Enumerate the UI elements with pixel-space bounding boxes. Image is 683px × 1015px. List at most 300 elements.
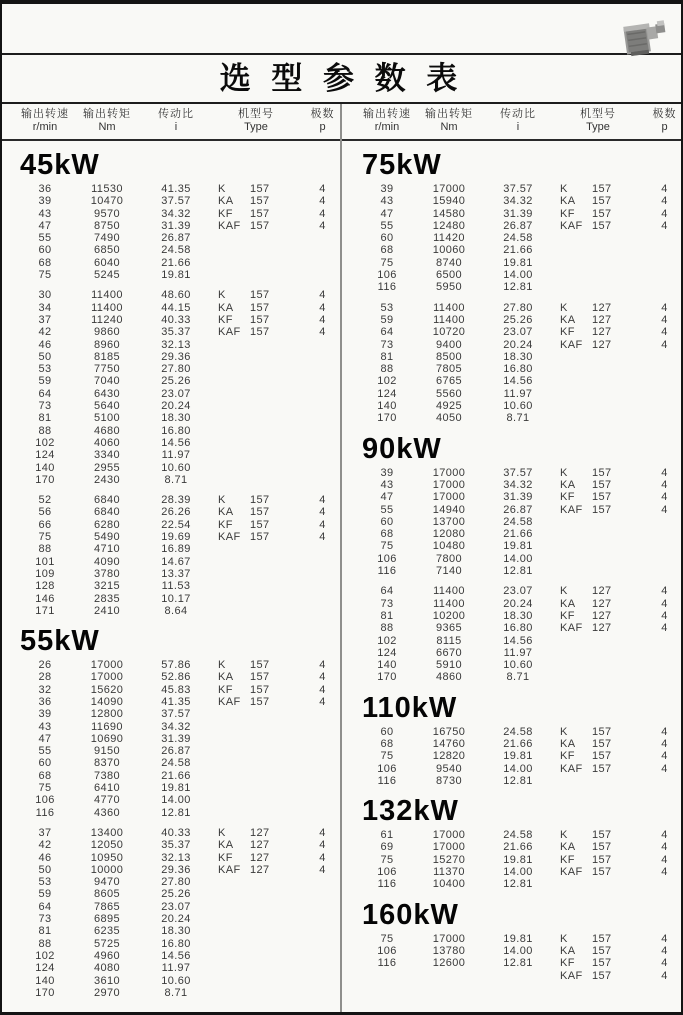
torque-cell: 16750 — [432, 725, 466, 738]
table-row — [358, 622, 679, 634]
type-code-cell — [212, 794, 248, 806]
table-row — [16, 208, 340, 220]
poles-cell — [300, 269, 345, 281]
type-code-cell: KF — [560, 853, 575, 866]
speed-cell: 64 — [380, 585, 394, 598]
poles-cell: 4 — [319, 683, 326, 696]
poles-cell: 4 — [661, 195, 668, 208]
type-code-cell — [212, 605, 248, 617]
ratio-cell: 34.32 — [161, 720, 191, 733]
table-row — [16, 925, 340, 937]
data-block — [358, 183, 679, 294]
speed-cell: 60 — [38, 757, 52, 770]
section-heading-132kW: 132kW — [362, 795, 459, 828]
speed-cell: 75 — [38, 531, 52, 544]
type-size-cell — [590, 516, 642, 528]
torque-cell: 11400 — [433, 313, 465, 326]
table-row — [16, 257, 340, 269]
type-code-cell — [212, 770, 248, 782]
torque-cell: 9470 — [93, 876, 121, 889]
data-block — [358, 829, 679, 890]
type-code-cell: K — [218, 289, 226, 302]
table-row — [358, 738, 679, 750]
speed-cell: 53 — [380, 301, 394, 314]
type-code-cell: KF — [560, 750, 575, 763]
torque-cell: 11400 — [91, 301, 123, 314]
table-row — [16, 839, 340, 851]
torque-cell: 2955 — [93, 461, 121, 474]
poles-cell: 4 — [661, 932, 668, 945]
poles-cell — [300, 807, 345, 819]
ratio-cell: 10.60 — [503, 659, 533, 672]
torque-cell: 5490 — [93, 531, 121, 544]
ratio-cell: 37.57 — [161, 708, 191, 721]
poles-cell: 4 — [661, 841, 668, 854]
poles-cell — [300, 449, 345, 461]
speed-cell: 37 — [38, 826, 52, 839]
torque-cell: 7805 — [435, 363, 463, 376]
speed-cell: 73 — [38, 400, 52, 413]
ratio-cell: 14.00 — [503, 944, 533, 957]
torque-cell: 14940 — [432, 503, 466, 516]
speed-cell: 53 — [38, 876, 52, 889]
torque-cell: 4770 — [93, 794, 121, 807]
torque-cell: 14090 — [90, 695, 124, 708]
type-code-cell: KF — [218, 851, 233, 864]
poles-cell: 4 — [661, 301, 668, 314]
torque-cell: 15270 — [432, 853, 466, 866]
torque-cell: 3610 — [93, 974, 121, 987]
table-row — [16, 326, 340, 338]
type-size-cell: 127 — [592, 609, 612, 622]
col-unit-speed: r/min — [32, 121, 58, 133]
ratio-cell: 44.15 — [161, 301, 191, 314]
poles-cell — [642, 516, 683, 528]
table-row — [16, 770, 340, 782]
col-unit-ratio: i — [174, 121, 178, 133]
type-code-cell — [212, 388, 248, 400]
data-block — [358, 467, 679, 578]
col-unit-torque: Nm — [440, 121, 458, 133]
type-size-cell — [248, 351, 300, 363]
table-row — [16, 827, 340, 839]
type-size-cell — [590, 281, 642, 293]
type-size-cell: 157 — [592, 737, 612, 750]
speed-cell: 69 — [380, 841, 394, 854]
speed-cell: 106 — [35, 794, 55, 807]
table-row — [16, 708, 340, 720]
type-code-cell: KAF — [560, 338, 583, 351]
col-header-torque: 输出转矩 — [425, 108, 473, 120]
type-code-cell — [212, 757, 248, 769]
table-row — [16, 412, 340, 424]
type-code-cell — [212, 351, 248, 363]
type-code-cell — [212, 807, 248, 819]
poles-cell: 4 — [661, 491, 668, 504]
speed-cell: 75 — [38, 782, 52, 795]
speed-cell: 60 — [380, 232, 394, 245]
ratio-cell: 12.81 — [503, 565, 533, 578]
poles-cell — [300, 232, 345, 244]
speed-cell: 68 — [380, 244, 394, 257]
table-row — [16, 531, 340, 543]
type-size-cell — [248, 733, 300, 745]
type-size-cell: 127 — [592, 301, 612, 314]
torque-cell: 6850 — [93, 244, 121, 257]
table-row — [16, 580, 340, 592]
type-code-cell — [212, 543, 248, 555]
type-code-cell — [212, 449, 248, 461]
ratio-cell: 10.60 — [161, 974, 191, 987]
type-size-cell: 157 — [250, 326, 270, 339]
torque-cell: 6235 — [93, 925, 121, 938]
ratio-cell: 32.13 — [161, 338, 191, 351]
type-size-cell: 157 — [250, 183, 270, 195]
ratio-cell: 11.97 — [161, 962, 191, 975]
type-code-cell — [212, 925, 248, 937]
table-row — [16, 339, 340, 351]
type-code-cell — [212, 363, 248, 375]
type-size-cell — [248, 745, 300, 757]
col-unit-poles: p — [319, 121, 326, 133]
table-row — [358, 553, 679, 565]
ratio-cell: 23.07 — [161, 900, 191, 913]
poles-cell: 4 — [661, 829, 668, 842]
poles-cell — [642, 257, 683, 269]
type-code-cell: KF — [560, 491, 575, 504]
table-row — [358, 750, 679, 762]
type-size-cell — [248, 770, 300, 782]
table-row — [16, 852, 340, 864]
ratio-cell: 14.00 — [503, 552, 533, 565]
table-row — [358, 945, 679, 957]
table-row — [358, 400, 679, 412]
speed-cell: 140 — [377, 400, 397, 413]
torque-cell: 17000 — [432, 829, 466, 842]
poles-cell — [300, 388, 345, 400]
ratio-cell: 12.81 — [503, 878, 533, 891]
speed-cell: 53 — [38, 363, 52, 376]
poles-cell — [300, 568, 345, 580]
speed-cell: 109 — [35, 567, 55, 580]
speed-cell: 88 — [38, 937, 52, 950]
ratio-cell: 35.37 — [161, 326, 191, 339]
type-code-cell: KAF — [218, 219, 241, 232]
torque-cell: 11400 — [433, 597, 465, 610]
torque-cell: 2835 — [93, 592, 121, 605]
poles-cell: 4 — [319, 671, 326, 684]
type-code-cell — [212, 437, 248, 449]
ratio-cell: 18.30 — [503, 350, 533, 363]
torque-cell: 14580 — [432, 207, 466, 220]
gearmotor-photo — [619, 14, 671, 62]
torque-cell: 9540 — [435, 762, 463, 775]
poles-cell — [300, 708, 345, 720]
poles-cell: 4 — [319, 313, 326, 326]
ratio-cell: 31.39 — [503, 491, 533, 504]
torque-cell: 10950 — [90, 851, 124, 864]
type-code-cell: K — [560, 466, 568, 479]
speed-cell: 88 — [38, 424, 52, 437]
type-size-cell: 127 — [250, 851, 270, 864]
type-size-cell — [248, 375, 300, 387]
speed-cell: 47 — [380, 491, 394, 504]
type-size-cell — [590, 257, 642, 269]
type-size-cell: 157 — [592, 762, 612, 775]
table-row — [16, 876, 340, 888]
type-size-cell — [248, 412, 300, 424]
type-size-cell — [248, 708, 300, 720]
speed-cell: 59 — [380, 313, 394, 326]
ratio-cell: 13.37 — [161, 567, 191, 580]
torque-cell: 2430 — [93, 473, 121, 486]
type-size-cell: 157 — [250, 506, 270, 519]
table-row — [358, 528, 679, 540]
type-size-cell: 157 — [250, 671, 270, 684]
section-heading-45kW: 45kW — [20, 149, 100, 181]
table-row — [16, 794, 340, 806]
torque-cell: 4925 — [435, 400, 463, 413]
torque-cell: 3780 — [93, 567, 121, 580]
table-row — [16, 289, 340, 301]
type-code-cell: KF — [218, 313, 233, 326]
type-size-cell — [590, 659, 642, 671]
poles-cell: 4 — [661, 219, 668, 232]
table-row — [16, 519, 340, 531]
ratio-cell: 27.80 — [503, 301, 533, 314]
torque-cell: 6410 — [93, 782, 121, 795]
gearmotor-photo-image — [619, 14, 671, 62]
section-heading-160kW: 160kW — [362, 898, 459, 931]
ratio-cell: 27.80 — [161, 876, 191, 889]
speed-cell: 102 — [377, 634, 397, 647]
table-row — [16, 474, 340, 486]
type-code-cell — [554, 659, 590, 671]
type-code-cell: K — [218, 826, 226, 839]
type-code-cell — [212, 400, 248, 412]
ratio-cell: 16.80 — [161, 937, 191, 950]
table-row — [358, 841, 679, 853]
ratio-cell: 14.00 — [503, 762, 533, 775]
ratio-cell: 11.97 — [503, 646, 533, 659]
type-size-cell — [248, 807, 300, 819]
type-size-cell: 157 — [592, 466, 612, 479]
torque-cell: 11400 — [433, 301, 465, 314]
ratio-cell: 18.30 — [503, 609, 533, 622]
table-row — [16, 363, 340, 375]
table-row — [358, 829, 679, 841]
poles-cell: 4 — [661, 478, 668, 491]
ratio-cell: 23.07 — [503, 585, 533, 598]
type-code-cell: KF — [560, 207, 575, 220]
type-size-cell: 157 — [250, 301, 270, 314]
ratio-cell: 18.30 — [161, 925, 191, 938]
speed-cell: 68 — [380, 528, 394, 541]
type-size-cell — [590, 565, 642, 577]
table-row — [16, 659, 340, 671]
poles-cell — [300, 556, 345, 568]
speed-cell: 36 — [38, 183, 52, 195]
type-code-cell — [212, 745, 248, 757]
torque-cell: 14760 — [432, 737, 466, 750]
type-code-cell — [212, 462, 248, 474]
poles-cell: 4 — [319, 826, 326, 839]
ratio-cell: 20.24 — [161, 400, 191, 413]
speed-cell: 64 — [380, 326, 394, 339]
table-row — [16, 302, 340, 314]
poles-cell — [642, 375, 683, 387]
ratio-cell: 16.80 — [503, 363, 533, 376]
poles-cell: 4 — [319, 518, 326, 531]
col-header-poles: 极数 — [652, 108, 677, 120]
torque-cell: 9150 — [93, 745, 121, 758]
speed-cell: 68 — [38, 256, 52, 269]
ratio-cell: 21.66 — [161, 769, 191, 782]
ratio-cell: 41.35 — [161, 695, 191, 708]
type-size-cell — [248, 721, 300, 733]
torque-cell: 7800 — [435, 552, 463, 565]
poles-cell — [300, 543, 345, 555]
type-size-cell — [590, 351, 642, 363]
ratio-cell: 25.26 — [503, 313, 533, 326]
table-row — [16, 684, 340, 696]
type-size-cell: 127 — [592, 326, 612, 339]
table-row — [16, 888, 340, 900]
torque-cell: 7750 — [93, 363, 121, 376]
type-code-cell — [554, 553, 590, 565]
type-size-cell — [248, 232, 300, 244]
table-row — [16, 314, 340, 326]
type-code-cell — [212, 913, 248, 925]
speed-cell: 106 — [377, 269, 397, 282]
speed-cell: 50 — [38, 863, 52, 876]
speed-cell: 43 — [380, 478, 394, 491]
type-code-cell: KAF — [560, 503, 583, 516]
poles-cell — [300, 888, 345, 900]
poles-cell: 4 — [319, 219, 326, 232]
speed-cell: 55 — [38, 232, 52, 245]
speed-cell: 140 — [35, 974, 55, 987]
poles-cell — [300, 400, 345, 412]
poles-cell — [642, 244, 683, 256]
poles-cell — [642, 775, 683, 787]
table-row — [16, 543, 340, 555]
speed-cell: 81 — [38, 412, 52, 425]
poles-cell: 4 — [319, 289, 326, 302]
ratio-cell: 26.87 — [503, 503, 533, 516]
torque-cell: 4080 — [93, 962, 121, 975]
type-size-cell — [248, 556, 300, 568]
type-size-cell — [590, 244, 642, 256]
torque-cell: 7140 — [435, 565, 463, 578]
torque-cell: 10400 — [432, 878, 466, 891]
table-row — [16, 962, 340, 974]
ratio-cell: 29.36 — [161, 350, 191, 363]
table-row — [16, 745, 340, 757]
torque-cell: 6040 — [93, 256, 121, 269]
speed-cell: 75 — [380, 256, 394, 269]
speed-cell: 124 — [35, 962, 55, 975]
type-size-cell: 127 — [592, 585, 612, 598]
type-code-cell: KA — [560, 841, 576, 854]
torque-cell: 8370 — [93, 757, 121, 770]
type-code-cell — [212, 474, 248, 486]
ratio-cell: 14.56 — [503, 375, 533, 388]
table-row — [16, 864, 340, 876]
type-size-cell — [248, 269, 300, 281]
speed-cell: 170 — [35, 473, 55, 486]
poles-cell — [300, 375, 345, 387]
type-code-cell: KF — [560, 326, 575, 339]
type-code-cell: KF — [560, 609, 575, 622]
speed-cell: 75 — [380, 750, 394, 763]
torque-cell: 4960 — [93, 949, 121, 962]
ratio-cell: 19.81 — [503, 853, 533, 866]
torque-cell: 11240 — [91, 313, 123, 326]
torque-cell: 10480 — [432, 540, 466, 553]
type-size-cell — [590, 400, 642, 412]
speed-cell: 116 — [377, 281, 397, 294]
torque-cell: 10690 — [90, 732, 124, 745]
speed-cell: 34 — [38, 301, 52, 314]
speed-cell: 128 — [35, 580, 55, 593]
table-row — [358, 878, 679, 890]
section-heading-75kW: 75kW — [362, 149, 442, 181]
speed-cell: 88 — [38, 543, 52, 556]
type-code-cell: KAF — [560, 622, 583, 635]
torque-cell: 8605 — [93, 888, 121, 901]
torque-cell: 6840 — [93, 494, 121, 507]
type-size-cell: 157 — [592, 969, 612, 982]
torque-cell: 8500 — [435, 350, 463, 363]
torque-cell: 2410 — [93, 604, 121, 617]
ratio-cell: 29.36 — [161, 863, 191, 876]
table-row — [16, 593, 340, 605]
ratio-cell: 12.81 — [503, 774, 533, 787]
speed-cell: 102 — [35, 436, 55, 449]
speed-cell: 68 — [38, 769, 52, 782]
speed-cell: 116 — [377, 774, 397, 787]
ratio-cell: 37.57 — [503, 183, 533, 195]
speed-cell: 101 — [35, 555, 55, 568]
speed-cell: 73 — [380, 338, 394, 351]
data-block — [16, 494, 340, 617]
ratio-cell: 34.32 — [503, 195, 533, 208]
ratio-cell: 16.89 — [161, 543, 191, 556]
poles-cell: 4 — [661, 466, 668, 479]
torque-cell: 3340 — [93, 449, 121, 462]
ratio-cell: 25.26 — [161, 888, 191, 901]
type-code-cell: KA — [560, 737, 576, 750]
ratio-cell: 31.39 — [161, 732, 191, 745]
torque-cell: 12800 — [90, 708, 124, 721]
poles-cell — [642, 565, 683, 577]
type-code-cell — [554, 647, 590, 659]
poles-cell — [300, 462, 345, 474]
speed-cell: 116 — [377, 957, 397, 970]
table-row — [358, 314, 679, 326]
type-size-cell: 127 — [592, 622, 612, 635]
ratio-cell: 26.87 — [161, 745, 191, 758]
ratio-cell: 34.32 — [161, 207, 191, 220]
type-size-cell — [248, 782, 300, 794]
type-size-cell — [248, 425, 300, 437]
torque-cell: 8730 — [435, 774, 463, 787]
poles-cell: 4 — [661, 957, 668, 970]
speed-cell: 116 — [377, 878, 397, 891]
ratio-cell: 14.00 — [503, 269, 533, 282]
ratio-cell: 11.53 — [161, 580, 191, 593]
